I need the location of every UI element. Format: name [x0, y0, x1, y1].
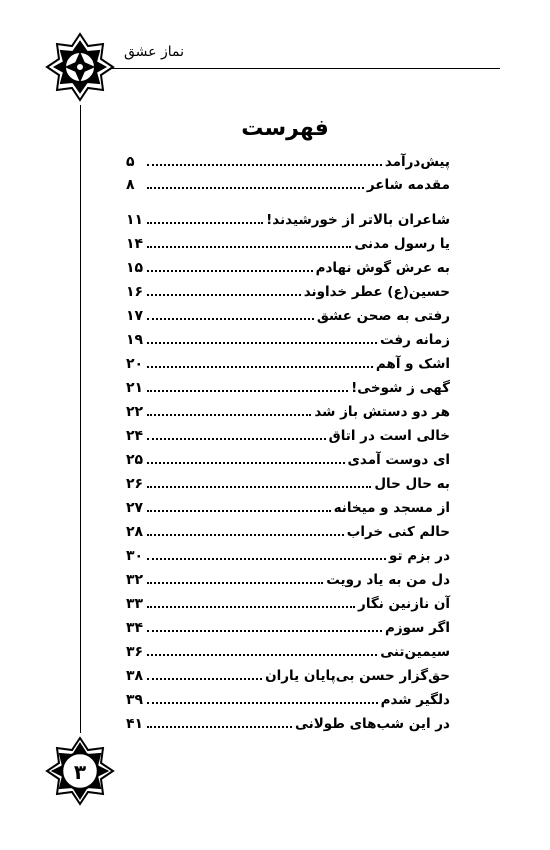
toc-entry-page: ۳۶ — [126, 644, 144, 660]
toc-entry-page: ۳۴ — [126, 620, 144, 636]
toc-leader-dots — [147, 294, 301, 296]
toc-leader-dots — [147, 187, 364, 189]
toc-leader-dots — [147, 222, 263, 224]
toc-entry-page: ۳۳ — [126, 596, 144, 612]
toc-entry — [126, 644, 450, 660]
toc-entry — [126, 524, 450, 540]
toc-entry-page: ۳۸ — [126, 668, 144, 684]
toc-entry-page: ۳۰ — [126, 548, 144, 564]
toc-entry-page: ۲۸ — [126, 524, 144, 540]
toc-entry-title: شاعران بالاتر از خورشیدند! — [266, 212, 450, 228]
toc-leader-dots — [147, 630, 382, 632]
toc-entry-title: از مسجد و میخانه — [333, 500, 450, 516]
toc-entry-page: ۲۱ — [126, 380, 144, 396]
toc-entry-page: ۵ — [126, 154, 135, 170]
toc-entry-title: در بزم تو — [389, 548, 450, 564]
toc-entry — [126, 380, 450, 396]
toc-leader-dots — [147, 582, 323, 584]
toc-leader-dots — [147, 318, 314, 320]
toc-entry-page: ۱۴ — [126, 236, 144, 252]
toc-entry-page: ۱۷ — [126, 308, 144, 324]
toc-entry-title: حق‌گزار حسن بی‌پایان یاران — [265, 668, 450, 684]
toc-leader-dots — [147, 342, 377, 344]
toc-leader-dots — [147, 270, 313, 272]
toc-entry — [126, 500, 450, 516]
toc-entry — [126, 620, 450, 636]
toc-entry-title: در این شب‌های طولانی — [295, 716, 450, 732]
toc-entry-title: آن نازنین نگار — [358, 596, 450, 612]
toc-entry — [126, 668, 450, 684]
toc-entry — [126, 154, 450, 170]
toc-entry-title: ای دوست آمدی — [347, 452, 450, 468]
toc-entry-title: دل من به یاد رویت — [326, 572, 450, 588]
toc-entry — [126, 692, 450, 708]
toc-entry-title: به عرش گوش نهادم — [315, 260, 450, 276]
toc-entry-title: خالی است در اتاق — [328, 428, 450, 444]
ornament-icon — [45, 32, 115, 102]
toc-leader-dots — [147, 462, 345, 464]
margin-rule — [80, 105, 81, 733]
toc-entry — [126, 572, 450, 588]
toc-entry-title: اگر سوزم — [385, 620, 450, 636]
toc-entry-page: ۱۱ — [126, 212, 144, 228]
toc-entry — [126, 452, 450, 468]
toc-entry-page: ۱۶ — [126, 284, 144, 300]
toc-entry — [126, 308, 450, 324]
toc-entry — [126, 596, 450, 612]
toc-entry — [126, 428, 450, 444]
toc-entry-title: حالم کنی خراب — [346, 524, 450, 540]
toc-leader-dots — [147, 678, 262, 680]
toc-entry-page: ۲۰ — [126, 356, 144, 372]
toc-leader-dots — [147, 486, 371, 488]
toc-entry-title: رفتی به صحن عشق — [316, 308, 450, 324]
toc-entry — [126, 476, 450, 492]
toc-entry — [126, 332, 450, 348]
toc-entry-page: ۸ — [126, 177, 135, 193]
page-number: ۳ — [73, 760, 87, 784]
toc-entry-title: هر دو دستش باز شد — [314, 404, 450, 420]
toc-entry-page: ۲۶ — [126, 476, 144, 492]
toc-entry-page: ۳۹ — [126, 692, 144, 708]
toc-entry — [126, 356, 450, 372]
toc-entry-page: ۲۲ — [126, 404, 144, 420]
toc-entry — [126, 236, 450, 252]
toc-entry-title: مقدمه شاعر — [366, 177, 450, 193]
header-rule — [106, 68, 500, 69]
toc-leader-dots — [147, 726, 292, 728]
toc-leader-dots — [147, 654, 377, 656]
toc-entry-title: اشک و آهم — [375, 356, 450, 372]
toc-entry — [126, 716, 450, 732]
running-title: نماز عشق — [124, 44, 184, 60]
page-title: فهرست — [241, 116, 329, 141]
toc-leader-dots — [147, 164, 382, 166]
toc-leader-dots — [147, 510, 331, 512]
toc-leader-dots — [147, 390, 348, 392]
toc-entry-page: ۱۹ — [126, 332, 144, 348]
toc-leader-dots — [147, 414, 311, 416]
toc-entry-page: ۳۲ — [126, 572, 144, 588]
toc-entry-title: یا رسول مدنی — [354, 236, 450, 252]
toc-entry — [126, 404, 450, 420]
toc-entry-page: ۴۱ — [126, 716, 144, 732]
toc-leader-dots — [147, 438, 326, 440]
toc-entry — [126, 212, 450, 228]
toc-entry-title: حسین(ع) عطر خداوند — [303, 284, 450, 300]
toc-entry — [126, 548, 450, 564]
toc-leader-dots — [147, 246, 351, 248]
toc-entry-page: ۱۵ — [126, 260, 144, 276]
toc-leader-dots — [147, 366, 373, 368]
toc-leader-dots — [147, 534, 344, 536]
toc-entry-title: دلگیر شدم — [380, 692, 450, 708]
toc-leader-dots — [147, 558, 386, 560]
toc-entry — [126, 260, 450, 276]
toc-entry — [126, 177, 450, 193]
toc-entry-title: گهی ز شوخی! — [351, 380, 450, 396]
toc-entry-page: ۲۷ — [126, 500, 144, 516]
toc-entry — [126, 284, 450, 300]
toc-entry-title: زمانه رفت — [379, 332, 450, 348]
toc-leader-dots — [147, 702, 378, 704]
toc-entry-page: ۲۴ — [126, 428, 144, 444]
toc-entry-title: پیش‌درآمد — [384, 154, 450, 170]
toc-entry-page: ۲۵ — [126, 452, 144, 468]
toc-entry-title: سیمین‌تنی — [380, 644, 450, 660]
toc-entry-title: به حال حال — [374, 476, 450, 492]
toc-leader-dots — [147, 606, 355, 608]
